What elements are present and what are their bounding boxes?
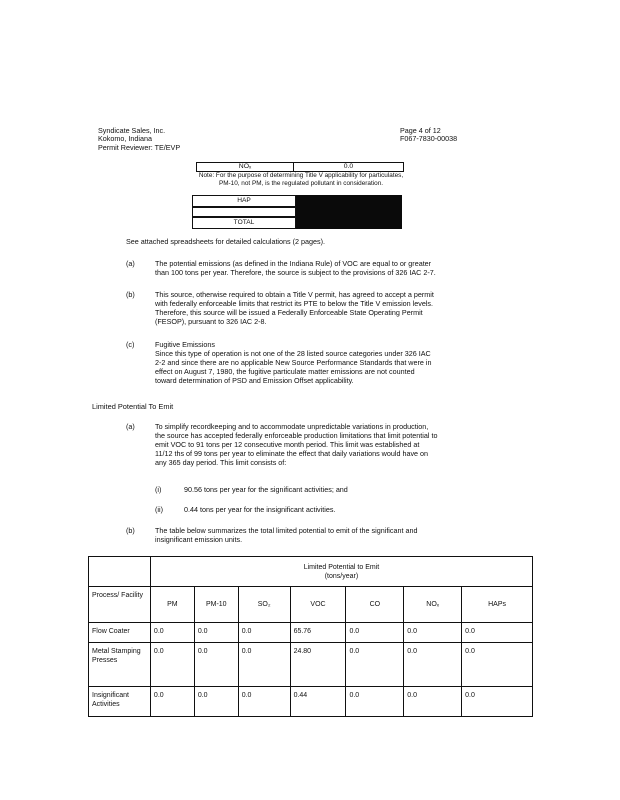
item-b-line: Therefore, this source will be issued a Federally Enforceable State Operating Permit <box>155 308 423 317</box>
limited-b-label: (b) <box>126 526 135 535</box>
item-b-label: (b) <box>126 290 135 299</box>
table-corner-cell <box>89 557 151 587</box>
limited-i-label: (i) <box>155 485 162 494</box>
col-header-nox: NOₓ <box>404 587 462 623</box>
item-c-line: toward determination of PSD and Emission Offset applicability. <box>155 376 354 385</box>
cell: 0.0 <box>238 643 290 687</box>
limited-a-line: any 365 day period. This limit consists of: <box>155 458 287 467</box>
limited-a-line: the source has accepted federally enforceable production limitations that limit potential to <box>155 431 438 440</box>
item-c-line: Since this type of operation is not one of the 28 listed source categories under 326 IAC <box>155 349 431 358</box>
cell: 0.0 <box>194 643 238 687</box>
item-a-line: The potential emissions (as defined in the Indiana Rule) of VOC are equal to or greater <box>155 259 432 268</box>
limited-i-text: 90.56 tons per year for the significant activities; and <box>184 485 348 494</box>
cell: 0.0 <box>238 623 290 643</box>
item-c-heading: Fugitive Emissions <box>155 340 215 349</box>
limited-a-line: To simplify recordkeeping and to accommodate unpredictable variations in production, <box>155 422 429 431</box>
cell: 0.0 <box>194 687 238 717</box>
section-title: Limited Potential To Emit <box>92 402 174 411</box>
hap-table <box>192 195 402 229</box>
item-a-line: than 100 tons per year. Therefore, the source is subject to the provisions of 326 IAC 2-7. <box>155 268 436 277</box>
cell: 0.0 <box>462 687 533 717</box>
hap-row-hap: HAP <box>192 195 296 207</box>
redacted-block <box>296 195 402 229</box>
hap-row-total: TOTAL <box>192 217 296 229</box>
item-b-line: with federally enforceable limits that restrict its PTE to below the Title V emission levels. <box>155 299 434 308</box>
cell: 24.80 <box>290 643 346 687</box>
cell: 0.0 <box>404 687 462 717</box>
item-b <box>155 290 535 326</box>
col-header-so2: SO₂ <box>238 587 290 623</box>
cell: 0.0 <box>238 687 290 717</box>
permit-number: F067-7830-00038 <box>400 134 458 144</box>
hap-row-blank <box>192 207 296 217</box>
limited-pte-table <box>88 556 533 717</box>
permit-reviewer: Permit Reviewer: TE/EVP <box>98 142 181 152</box>
limited-b-line: insignificant emission units. <box>155 535 243 544</box>
limited-a-line: emit VOC to 91 tons per 12 consecutive month period. This limit was established at <box>155 440 420 449</box>
item-c-label: (c) <box>126 340 135 349</box>
table-title-line: Limited Potential to Emit <box>303 563 380 571</box>
col-header-pm10: PM-10 <box>194 587 238 623</box>
table-row <box>89 643 533 687</box>
item-c-line: effect on August 7, 1980, the fugitive particulate matter emissions are not counted <box>155 367 415 376</box>
col-header-haps: HAPs <box>462 587 533 623</box>
nox-label: NOₓ <box>197 163 294 171</box>
col-header-pm: PM <box>150 587 194 623</box>
see-attached-text: See attached spreadsheets for detailed calculations (2 pages). <box>126 237 325 246</box>
item-a <box>155 259 535 277</box>
item-c-line: 2-2 and since there are no applicable New Source Performance Standards that were in <box>155 358 432 367</box>
limited-b-line: The table below summarizes the total limited potential to emit of the significant and <box>155 526 418 535</box>
limited-a <box>155 422 535 467</box>
limited-ii-label: (ii) <box>155 505 163 514</box>
cell: 0.0 <box>462 623 533 643</box>
item-b-line: This source, otherwise required to obtain a Title V permit, has agreed to accept a permit <box>155 290 434 299</box>
header-right <box>400 126 540 143</box>
limited-a-line: 11/12 ths of 99 tons per year to eliminate the effect that daily variations would have on <box>155 449 429 458</box>
cell: 0.44 <box>290 687 346 717</box>
cell: 0.0 <box>194 623 238 643</box>
col-header-process: Process/ Facility <box>89 587 151 623</box>
nox-value: 0.0 <box>343 163 354 170</box>
item-a-label: (a) <box>126 259 135 268</box>
cell: 0.0 <box>150 623 194 643</box>
header-left <box>98 126 298 151</box>
item-c <box>155 340 535 385</box>
row-insignificant-name: Insignificant Activities <box>89 687 151 717</box>
cell: 0.0 <box>346 687 404 717</box>
row-flow-coater-name: Flow Coater <box>89 623 151 643</box>
table-row <box>89 687 533 717</box>
cell: 0.0 <box>346 643 404 687</box>
limited-a-label: (a) <box>126 422 135 431</box>
table-row <box>89 623 533 643</box>
nox-table <box>196 162 404 172</box>
cell: 0.0 <box>462 643 533 687</box>
page-number: Page 4 of 12 <box>400 126 441 135</box>
note-text: Note: For the purpose of determining Title V applicability for particulates, PM-10, not PM, is the regulated pollutant in consideration. <box>198 172 404 187</box>
limited-b <box>155 526 535 544</box>
table-title <box>150 557 532 587</box>
company-location: Kokomo, Indiana <box>98 134 152 144</box>
cell: 0.0 <box>150 643 194 687</box>
col-header-co: CO <box>346 587 404 623</box>
cell: 0.0 <box>404 623 462 643</box>
cell: 0.0 <box>346 623 404 643</box>
cell: 65.76 <box>290 623 346 643</box>
limited-ii-text: 0.44 tons per year for the insignificant activities. <box>184 505 336 514</box>
cell: 0.0 <box>404 643 462 687</box>
company-name: Syndicate Sales, Inc. <box>98 126 166 135</box>
row-metal-stamping-name: Metal Stamping Presses <box>89 643 151 687</box>
cell: 0.0 <box>150 687 194 717</box>
table-units: (tons/year) <box>324 572 359 580</box>
item-b-line: (FESOP), pursuant to 326 IAC 2-8. <box>155 317 267 326</box>
col-header-voc: VOC <box>290 587 346 623</box>
